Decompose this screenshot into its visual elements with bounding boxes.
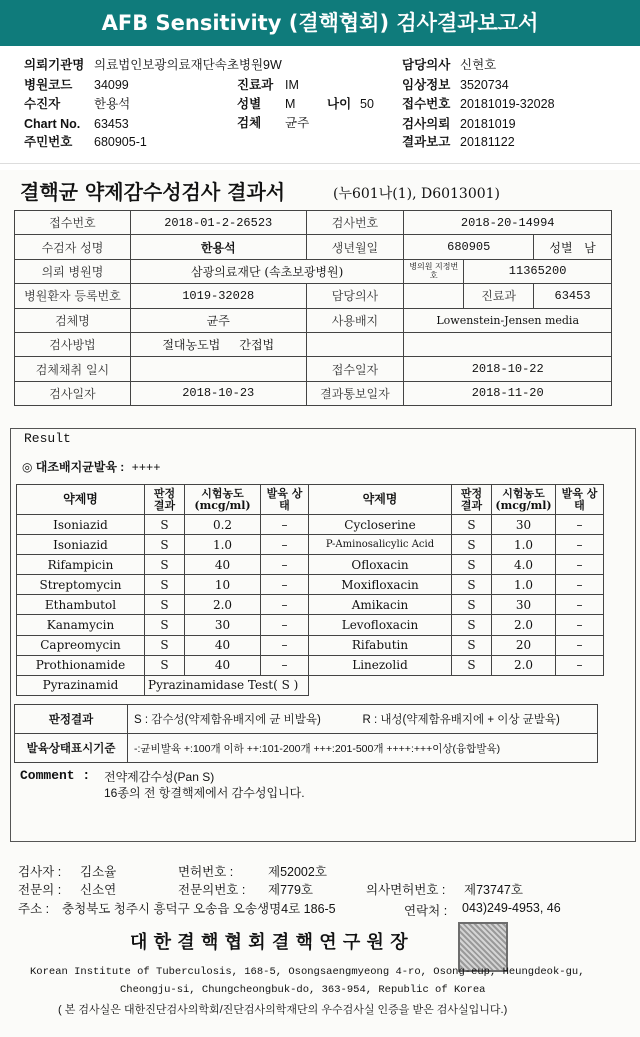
growth-value: – xyxy=(261,555,309,575)
drug-name: Isoniazid xyxy=(17,535,145,555)
ssn-value: 680905-1 xyxy=(94,135,147,149)
drug-name: Rifampicin xyxy=(17,555,145,575)
conc-value: 2.0 xyxy=(492,655,556,675)
judge-value: S xyxy=(145,535,185,555)
judge-value: S xyxy=(452,535,492,555)
drug-name: Capreomycin xyxy=(17,635,145,655)
conc-value: 40 xyxy=(185,635,261,655)
method-cell-label: 검사방법 xyxy=(15,332,131,356)
receipt-no-value: 20181019-32028 xyxy=(460,97,555,111)
judge-value: S xyxy=(145,555,185,575)
org-name-en-line2: Cheongju-si, Chungcheongbuk-do, 363-954, Republic of Korea xyxy=(120,984,486,996)
examiner-label: 검사자 : xyxy=(18,865,62,879)
specialist: 신소연 xyxy=(80,883,117,897)
drug-name: Linezolid xyxy=(309,655,452,675)
growth-value: – xyxy=(261,535,309,555)
specialist-label: 전문의 : xyxy=(18,883,62,897)
growth-value: – xyxy=(261,595,309,615)
institution-value: 의료법인보광의료재단속초병원9W xyxy=(94,58,282,72)
collect-cell xyxy=(130,357,306,381)
specimen-cell: 균주 xyxy=(130,308,306,332)
designated-cell: 11365200 xyxy=(464,259,612,283)
result-heading: Result xyxy=(24,431,71,446)
method1-cell: 절대농도법 xyxy=(162,338,221,353)
judge-col-left: 판정 결과 xyxy=(145,485,185,515)
patient-cell: 한용석 xyxy=(130,235,306,259)
growth-value: – xyxy=(556,515,604,535)
chart-value: 63453 xyxy=(94,117,129,131)
patient-info-table xyxy=(14,210,612,406)
judge-value: S xyxy=(452,655,492,675)
conc-col-left: 시험농도 (mcg/ml) xyxy=(185,485,261,515)
conc-value: 40 xyxy=(185,655,261,675)
receipt-no-cell: 2018-01-2-26523 xyxy=(130,211,306,235)
judge-value: S xyxy=(452,635,492,655)
table-row xyxy=(17,515,604,535)
drug-col-right: 약제명 xyxy=(309,485,452,515)
drug-name: Streptomycin xyxy=(17,575,145,595)
notify-cell-label: 결과통보일자 xyxy=(306,381,404,405)
drug-name: Prothionamide xyxy=(17,655,145,675)
table-row xyxy=(17,575,604,595)
request-label: 검사의뢰 xyxy=(402,117,451,131)
table-row xyxy=(17,615,604,635)
table-row xyxy=(17,595,604,615)
drug-name: Isoniazid xyxy=(17,515,145,535)
specimen-cell-label: 검체명 xyxy=(15,308,131,332)
md-license-label: 의사면허번호 : xyxy=(366,883,446,897)
judge-value: S xyxy=(145,635,185,655)
drug-name: Ofloxacin xyxy=(309,555,452,575)
dept-cell: 63453 xyxy=(534,284,612,308)
spec-license: 제779호 xyxy=(268,883,314,897)
license: 제52002호 xyxy=(268,865,327,879)
form-code: (누601나(1), D6013001) xyxy=(333,186,501,202)
doc-doctor-cell xyxy=(404,284,464,308)
received-cell: 2018-10-22 xyxy=(404,357,612,381)
hospital-code-label: 병원코드 xyxy=(24,78,73,92)
chart-label: Chart No. xyxy=(24,117,81,131)
receipt-no-cell-label: 접수번호 xyxy=(15,211,131,235)
org-name-kr: 대 한 결 핵 협 회 결 핵 연 구 원 장 xyxy=(130,932,408,953)
table-row xyxy=(17,675,604,695)
official-seal-icon xyxy=(458,922,508,972)
report-value: 20181122 xyxy=(460,135,515,149)
examiner: 김소율 xyxy=(80,865,117,879)
growth-value: – xyxy=(261,655,309,675)
doc-doctor-cell-label: 담당의사 xyxy=(306,284,404,308)
growth-col-left: 발육 상태 xyxy=(261,485,309,515)
hospital-code-value: 34099 xyxy=(94,78,129,92)
age-value: 50 xyxy=(360,97,374,111)
drug-name: P-Aminosalicylic Acid xyxy=(309,535,452,555)
judge-value: S xyxy=(452,595,492,615)
growth-value: – xyxy=(556,535,604,555)
drug-name: Levofloxacin xyxy=(309,615,452,635)
tested-cell: 2018-10-23 xyxy=(130,381,306,405)
reg-cell-label: 병원환자 등록번호 xyxy=(15,284,131,308)
conc-value: 2.0 xyxy=(185,595,261,615)
judge-value: S xyxy=(452,555,492,575)
growth-value: – xyxy=(556,655,604,675)
org-name-en-line1: Korean Institute of Tuberculosis, 168-5, Osongsaengmyeong 4-ro, Osong-eup, Heungdeok-gu, xyxy=(30,966,585,978)
conc-value: 4.0 xyxy=(492,555,556,575)
drug-col-left: 약제명 xyxy=(17,485,145,515)
table-row xyxy=(17,535,604,555)
dept-value: IM xyxy=(285,78,299,92)
license-label: 면허번호 : xyxy=(178,865,234,879)
pza-drug: Pyrazinamid xyxy=(17,675,145,695)
header-divider xyxy=(0,163,640,164)
test-no-cell-label: 검사번호 xyxy=(306,211,404,235)
control-value: ++++ xyxy=(131,461,161,475)
hospital-cell-label: 의뢰 병원명 xyxy=(15,259,131,283)
judge-value: S xyxy=(145,595,185,615)
growth-value: – xyxy=(556,615,604,635)
growth-key: 발육상태표시기준 xyxy=(15,734,128,763)
received-cell-label: 접수일자 xyxy=(306,357,404,381)
conc-value: 1.0 xyxy=(185,535,261,555)
contact-label: 연락처 : xyxy=(404,904,448,918)
drug-name: Ethambutol xyxy=(17,595,145,615)
drug-name: Rifabutin xyxy=(309,635,452,655)
spec-license-label: 전문의번호 : xyxy=(178,883,246,897)
report-banner: AFB Sensitivity (결핵협회) 검사결과보고서 xyxy=(0,0,640,46)
birth-cell-label: 생년월일 xyxy=(306,235,404,259)
comment-line2: 16종의 전 항결핵제에서 감수성입니다. xyxy=(104,786,305,800)
dept-label: 진료과 xyxy=(237,78,274,92)
judge-col-right: 판정 결과 xyxy=(452,485,492,515)
sex-cell: 남 xyxy=(584,240,596,255)
growth-value: – xyxy=(261,575,309,595)
drug-name: Kanamycin xyxy=(17,615,145,635)
conc-value: 1.0 xyxy=(492,575,556,595)
conc-value: 2.0 xyxy=(492,615,556,635)
contact: 043)249-4953, 46 xyxy=(462,901,561,915)
specimen-label: 검체 xyxy=(237,116,262,130)
sex-cell-label: 성별 xyxy=(549,240,573,255)
sex-label: 성별 xyxy=(237,97,262,111)
growth-legend: -:균비발육 +:100개 이하 ++:101-200개 +++:201-500개 ++++:+++이상(융합발육) xyxy=(128,734,598,763)
table-row xyxy=(17,555,604,575)
media-cell: Lowenstein-Jensen media xyxy=(404,308,612,332)
notify-cell: 2018-11-20 xyxy=(404,381,612,405)
conc-value: 30 xyxy=(492,595,556,615)
growth-value: – xyxy=(556,595,604,615)
judge-r: R : 내성(약제함유배지에 + 이상 균발육) xyxy=(356,705,597,734)
judge-value: S xyxy=(145,515,185,535)
conc-value: 30 xyxy=(492,515,556,535)
judge-value: S xyxy=(452,575,492,595)
dept-cell-label: 진료과 xyxy=(464,284,534,308)
drug-name: Amikacin xyxy=(309,595,452,615)
conc-value: 1.0 xyxy=(492,535,556,555)
method2-cell: 간접법 xyxy=(239,338,275,353)
conc-value: 40 xyxy=(185,555,261,575)
media-cell-label: 사용배지 xyxy=(306,308,404,332)
judge-value: S xyxy=(145,615,185,635)
designated-cell-label: 병의원 지정번호 xyxy=(404,259,464,283)
judge-value: S xyxy=(145,655,185,675)
report-label: 결과보고 xyxy=(402,135,451,149)
judge-value: S xyxy=(145,575,185,595)
conc-value: 20 xyxy=(492,635,556,655)
address: 충청북도 청주시 흥덕구 오송읍 오송생명4로 186-5 xyxy=(62,902,336,916)
table-row xyxy=(17,635,604,655)
pza-test: Pyrazinamidase Test( S ) xyxy=(145,675,309,695)
drug-table xyxy=(16,484,604,696)
comment-line1: 전약제감수성(Pan S) xyxy=(104,770,215,784)
ssn-label: 주민번호 xyxy=(24,135,73,149)
legend-table xyxy=(14,704,598,763)
comment-label: Comment : xyxy=(20,768,91,783)
patient-value: 한용석 xyxy=(94,97,131,111)
cert-note: ( 본 검사실은 대한진단검사의학회/진단검사의학재단의 우수검사실 인증을 받은 검사실입니다.) xyxy=(58,1004,508,1016)
growth-value: – xyxy=(556,635,604,655)
drug-name: Cycloserine xyxy=(309,515,452,535)
doctor-value: 신현호 xyxy=(460,58,497,72)
reg-cell: 1019-32028 xyxy=(130,284,306,308)
growth-value: – xyxy=(261,615,309,635)
test-no-cell: 2018-20-14994 xyxy=(404,211,612,235)
age-label: 나이 xyxy=(327,97,352,111)
judge-s: S : 감수성(약제함유배지에 균 비발육) xyxy=(128,705,357,734)
judge-key: 판정결과 xyxy=(15,705,128,734)
request-value: 20181019 xyxy=(460,117,516,131)
conc-value: 10 xyxy=(185,575,261,595)
growth-value: – xyxy=(261,635,309,655)
judge-value: S xyxy=(452,515,492,535)
md-license: 제73747호 xyxy=(464,883,523,897)
table-row xyxy=(17,655,604,675)
growth-value: – xyxy=(556,575,604,595)
birth-cell: 680905 xyxy=(404,235,534,259)
clinical-value: 3520734 xyxy=(460,78,509,92)
control-label: ◎ 대조배지균발육 : xyxy=(22,460,125,474)
judge-value: S xyxy=(452,615,492,635)
doc-title: 결핵균 약제감수성검사 결과서 xyxy=(20,180,286,204)
conc-value: 0.2 xyxy=(185,515,261,535)
growth-value: – xyxy=(261,515,309,535)
patient-cell-label: 수검자 성명 xyxy=(15,235,131,259)
conc-col-right: 시험농도 (mcg/ml) xyxy=(492,485,556,515)
growth-col-right: 발육 상태 xyxy=(556,485,604,515)
doctor-label: 담당의사 xyxy=(402,58,451,72)
address-label: 주소 : xyxy=(18,902,50,916)
collect-cell-label: 검체채취 일시 xyxy=(15,357,131,381)
hospital-cell: 삼광의료재단 (속초보광병원) xyxy=(130,259,403,283)
specimen-value: 균주 xyxy=(285,116,310,130)
clinical-label: 임상정보 xyxy=(402,78,451,92)
patient-label: 수진자 xyxy=(24,97,61,111)
receipt-no-label: 접수번호 xyxy=(402,97,451,111)
conc-value: 30 xyxy=(185,615,261,635)
growth-value: – xyxy=(556,555,604,575)
drug-name: Moxifloxacin xyxy=(309,575,452,595)
sex-value: M xyxy=(285,97,296,111)
institution-label: 의뢰기관명 xyxy=(24,58,85,72)
tested-cell-label: 검사일자 xyxy=(15,381,131,405)
